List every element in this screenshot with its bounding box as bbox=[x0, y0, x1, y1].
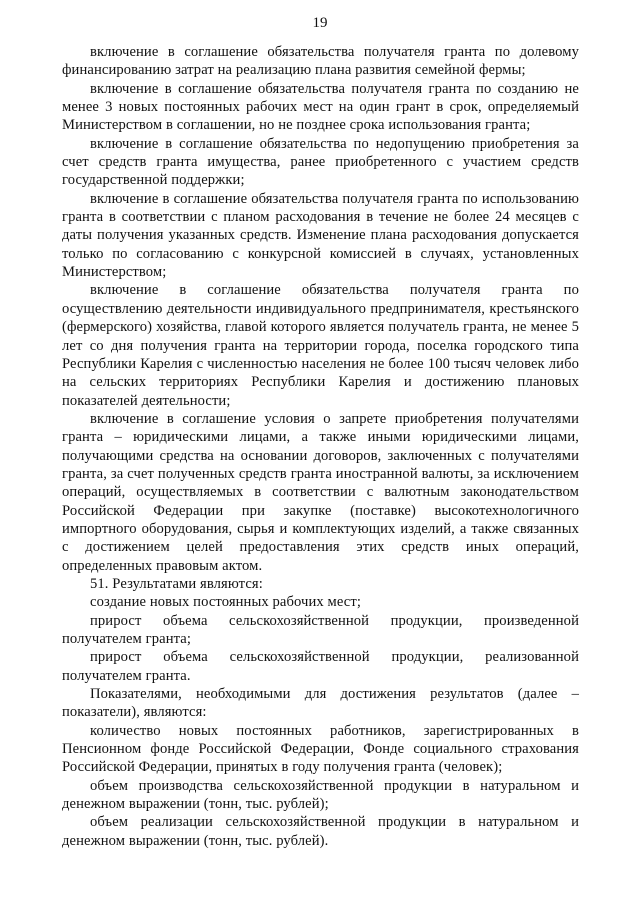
paragraph: прирост объема сельскохозяйственной продукции, произведенной получателем гранта; bbox=[62, 612, 579, 647]
paragraph: Показателями, необходимыми для достижения результатов (далее – показатели), являются: bbox=[62, 686, 579, 721]
section-heading: 51. Результатами являются: bbox=[90, 575, 263, 592]
paragraph: включение в соглашение обязательства получателя гранта по использованию гранта в соответствии с планом расходования в течение не более 24 месяцев с даты получения указанных средств. Изменение плана расходования допускается только по согласованию с конкурсной комиссией в случаях, установленных Министерством; bbox=[62, 190, 579, 281]
paragraph: объем производства сельскохозяйственной продукции в натуральном и денежном выражении (тонн, тыс. рублей); bbox=[62, 777, 579, 813]
paragraph: включение в соглашение условия о запрете приобретения получателями гранта – юридическими лицами, а также иными юридическими лицами, получающими средства на основании договоров, заключенных с получателями гранта, за счет полученных средств гранта иностранной валюты, за исключением операций, осуществляемых в соответствии с валютным законодательством Российской Федерации при закупке (поставке) высокотехнологичного импортного оборудования, сырья и комплектующих изделий, а также связанных с достижением целей предоставления этих средств иных операций, определенных правовым актом. bbox=[62, 410, 579, 574]
paragraph: количество новых постоянных работников, зарегистрированных в Пенсионном фонде Российской Федерации, Фонде социального страхования Российской Федерации, принятых в году получения гранта (человек); bbox=[62, 722, 579, 776]
paragraph: включение в соглашение обязательства получателя гранта по созданию не менее 3 новых постоянных рабочих мест на один грант в срок, определяемый Министерством в соглашении, но не позднее срока использования гранта; bbox=[62, 80, 579, 134]
paragraph: включение в соглашение обязательства по недопущению приобретения за счет средств гранта имущества, ранее приобретенного с участием средств государственной поддержки; bbox=[62, 135, 579, 189]
paragraph: прирост объема сельскохозяйственной продукции, реализованной получателем гранта. bbox=[62, 649, 579, 684]
paragraph: объем реализации сельскохозяйственной продукции в натуральном и денежном выражении (тонн, тыс. рублей). bbox=[62, 814, 579, 849]
document-body bbox=[62, 43, 579, 850]
paragraph: включение в соглашение обязательства получателя гранта по осуществлению деятельности индивидуального предпринимателя, крестьянского (фермерского) хозяйства, главой которого является получатель гранта, не менее 5 лет со дня получения гранта на территории города, поселка городского типа Республики Карелия с численностью населения не более 100 тысяч человек либо на сельских территориях Республики Карелия и достижению плановых показателей деятельности; bbox=[62, 282, 579, 409]
paragraph: создание новых постоянных рабочих мест; bbox=[90, 594, 362, 611]
page-number: 19 bbox=[312, 15, 328, 31]
paragraph: включение в соглашение обязательства получателя гранта по долевому финансированию затрат на реализацию плана развития семейной фермы; bbox=[62, 44, 579, 79]
